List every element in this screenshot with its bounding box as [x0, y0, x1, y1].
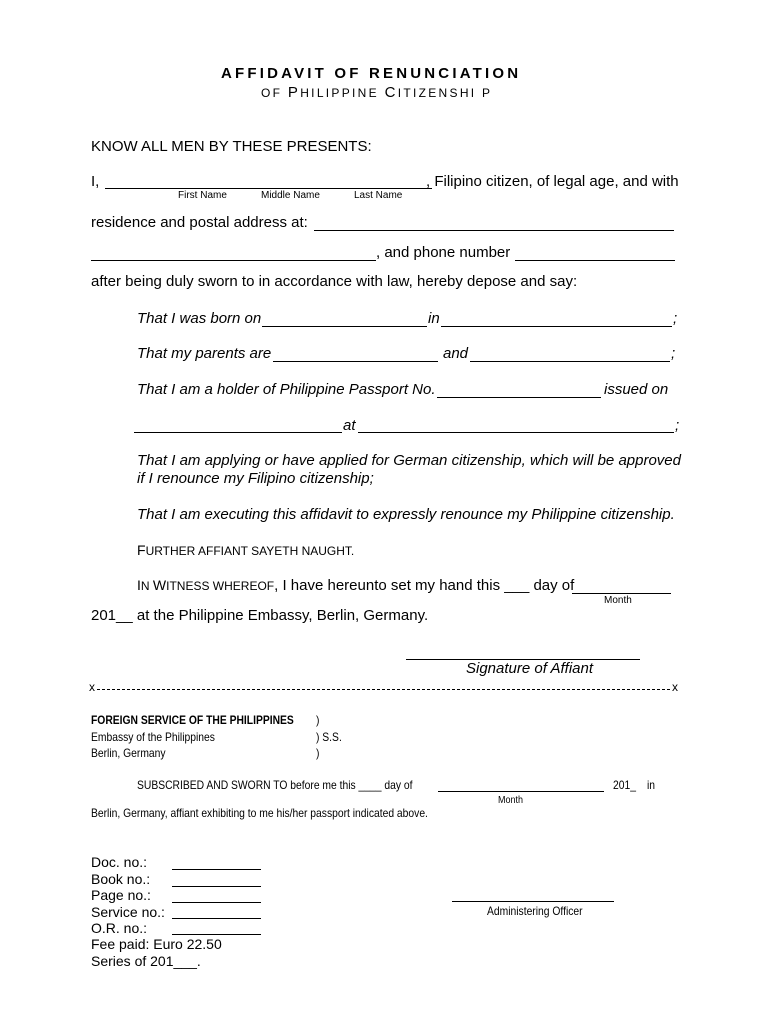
parents-semicolon: ; — [671, 345, 676, 362]
service-no-blank[interactable] — [172, 918, 261, 919]
address-blank-1[interactable] — [314, 230, 674, 231]
page-no-blank[interactable] — [172, 902, 261, 903]
jurat-month-label: Month — [498, 795, 524, 806]
issued-at: at — [343, 417, 356, 434]
born-semicolon: ; — [673, 310, 678, 327]
born-prefix: That I was born on — [137, 310, 262, 327]
paren-3: ) — [316, 746, 320, 760]
last-name-label: Last Name — [354, 190, 403, 201]
paren-1: ) — [316, 713, 320, 727]
name-suffix: , Filipino citizen, of legal age, and with — [426, 173, 679, 190]
divider-left-x: x — [89, 680, 95, 694]
passport-number-blank[interactable] — [437, 397, 601, 398]
born-in: in — [428, 310, 440, 327]
further-affiant: FURTHER AFFIANT SAYETH NAUGHT. — [137, 542, 355, 558]
issue-date-blank[interactable] — [134, 432, 342, 433]
german-citizenship-statement: That I am applying or have applied for German citizenship, which will be approved if I renounce my Filipino citizenship; — [137, 452, 681, 487]
document-title: AFFIDAVIT OF RENUNCIATION — [221, 65, 522, 82]
jurat-in: in — [647, 778, 656, 792]
or-no-label: O.R. no.: — [91, 920, 148, 936]
parents-prefix: That my parents are — [137, 345, 272, 362]
page-no-label: Page no.: — [91, 887, 151, 903]
service-no-label: Service no.: — [91, 904, 165, 920]
witness-month-label: Month — [604, 595, 632, 606]
signature-label: Signature of Affiant — [466, 660, 594, 677]
name-blank[interactable] — [105, 188, 432, 189]
intro-text: KNOW ALL MEN BY THESE PRESENTS: — [91, 138, 372, 155]
birth-place-blank[interactable] — [441, 326, 672, 327]
phone-label: , and phone number — [376, 244, 511, 261]
administering-officer-label: Administering Officer — [487, 904, 583, 918]
parents-and: and — [443, 345, 469, 362]
officer-signature-line[interactable] — [452, 901, 614, 902]
birth-date-blank[interactable] — [262, 326, 427, 327]
fee-paid: Fee paid: Euro 22.50 — [91, 936, 222, 952]
first-name-label: First Name — [178, 190, 227, 201]
issue-place-blank[interactable] — [358, 432, 674, 433]
witness-line: IN WITNESS WHEREOF, I have hereunto set my hand this ___ day of — [137, 577, 575, 594]
series-label: Series of 201___. — [91, 953, 201, 969]
name-prefix: I, — [91, 173, 100, 190]
address-blank-2[interactable] — [91, 260, 376, 261]
phone-blank[interactable] — [515, 260, 675, 261]
issued-semicolon: ; — [675, 417, 680, 434]
foreign-service-heading: FOREIGN SERVICE OF THE PHILIPPINES — [91, 713, 294, 727]
berlin-label: Berlin, Germany — [91, 746, 166, 760]
passport-prefix: That I am a holder of Philippine Passport No. — [137, 381, 436, 398]
sworn-statement: after being duly sworn to in accordance with law, hereby depose and say: — [91, 273, 578, 290]
passport-issued: issued on — [604, 381, 669, 398]
divider-line — [97, 689, 670, 690]
witness-month-blank[interactable] — [572, 593, 671, 594]
or-no-blank[interactable] — [172, 934, 261, 935]
embassy-label: Embassy of the Philippines — [91, 730, 215, 744]
book-no-blank[interactable] — [172, 886, 261, 887]
subscribed-line: SUBSCRIBED AND SWORN TO before me this ____ day of — [137, 778, 413, 792]
parent-1-blank[interactable] — [273, 361, 438, 362]
jurat-year: 201_ — [613, 778, 636, 792]
renunciation-statement: That I am executing this affidavit to expressly renounce my Philippine citizenship. — [137, 506, 675, 523]
document-subtitle: OF PHILIPPINE CITIZENSHI P — [261, 84, 493, 101]
witness-year-line: 201__ at the Philippine Embassy, Berlin, Germany. — [91, 607, 429, 624]
parent-2-blank[interactable] — [470, 361, 670, 362]
jurat-month-blank[interactable] — [438, 791, 604, 792]
exhibiting-line: Berlin, Germany, affiant exhibiting to me his/her passport indicated above. — [91, 806, 428, 820]
book-no-label: Book no.: — [91, 871, 151, 887]
divider-right-x: x — [672, 680, 678, 694]
doc-no-label: Doc. no.: — [91, 854, 148, 870]
residence-label: residence and postal address at: — [91, 214, 308, 231]
middle-name-label: Middle Name — [261, 190, 320, 201]
ss-label: ) S.S. — [316, 730, 342, 744]
doc-no-blank[interactable] — [172, 869, 261, 870]
